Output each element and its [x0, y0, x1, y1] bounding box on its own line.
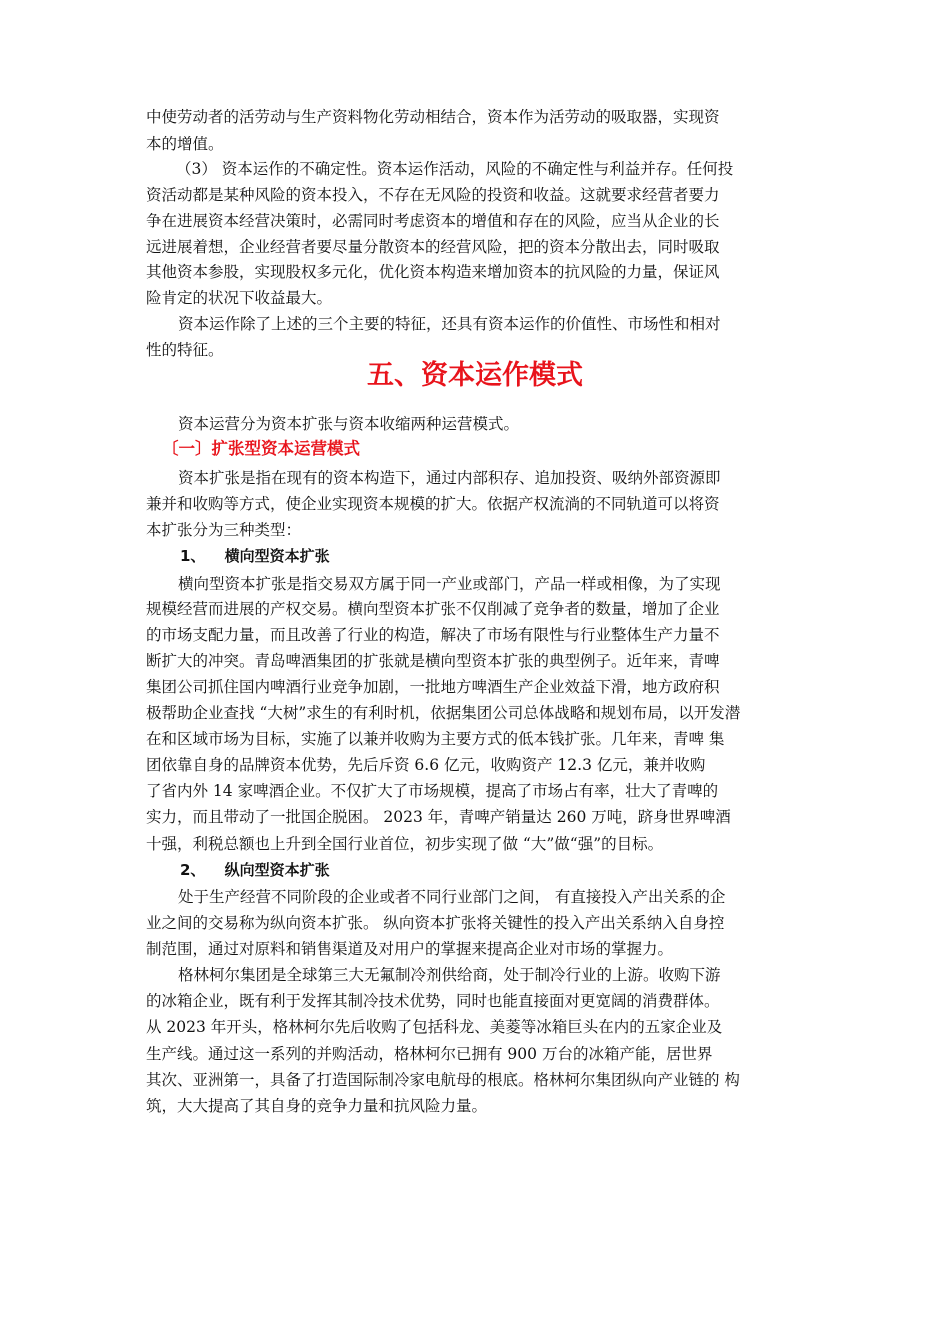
paragraph-line: 生产线。通过这一系列的并购活动，格林柯尔已拥有 900 万台的冰箱产能，居世界	[146, 1045, 713, 1063]
item-title: 纵向型资本扩张	[224, 861, 330, 879]
paragraph-line: 极帮助企业查找 “大树”求生的有利时机，依据集团公司总体战略和规划布局，以开发潜	[146, 704, 741, 722]
paragraph-line: 断扩大的冲突。青岛啤酒集团的扩张就是横向型资本扩张的典型例子。近年来，青啤	[146, 652, 720, 670]
paragraph-line: 中使劳动者的活劳动与生产资料物化劳动相结合，资本作为活劳动的吸取器，实现资	[146, 108, 720, 126]
paragraph-line: 险肯定的状况下收益最大。	[146, 289, 333, 307]
paragraph-line: 的冰箱企业，既有利于发挥其制冷技术优势，同时也能直接面对更宽阔的消费群体。	[146, 992, 720, 1010]
item-number: 1、	[180, 547, 206, 565]
paragraph-line: 团依靠自身的品牌资本优势，先后斥资 6.6 亿元，收购资产 12.3 亿元，兼并收购	[146, 756, 706, 774]
paragraph-line: 规模经营而进展的产权交易。横向型资本扩张不仅削减了竞争者的数量，增加了企业	[146, 600, 720, 618]
item-title: 横向型资本扩张	[224, 547, 330, 565]
paragraph-line: 其他资本参股，实现股权多元化，优化资本构造来增加资本的抗风险的力量，保证风	[146, 263, 720, 281]
paragraph-line: 十强，利税总额也上升到全国行业首位，初步实现了做 “大”做“强”的目标。	[146, 835, 664, 853]
paragraph-line: 性的特征。	[146, 341, 224, 359]
paragraph-line: 其次、亚洲第一，具备了打造国际制冷家电航母的根底。格林柯尔集团纵向产业链的 构	[146, 1071, 740, 1089]
paragraph-line: 了省内外 14 家啤酒企业。不仅扩大了市场规模，提高了市场占有率，壮大了青啤的	[146, 782, 719, 800]
paragraph-line: 兼并和收购等方式，使企业实现资本规模的扩大。依据产权流淌的不同轨道可以将资	[146, 495, 720, 513]
paragraph-line: 格林柯尔集团是全球第三大无氟制冷剂供给商，处于制冷行业的上游。收购下游	[178, 966, 721, 984]
paragraph-line: 资本扩张是指在现有的资本构造下，通过内部积存、追加投资、吸纳外部资源即	[178, 469, 721, 487]
paragraph-line: 争在进展资本经营决策时，必需同时考虑资本的增值和存在的风险，应当从企业的长	[146, 212, 720, 230]
paragraph-line: 远进展着想，企业经营者要尽量分散资本的经营风险，把的资本分散出去，同时吸取	[146, 238, 720, 256]
paragraph-line: 制范围，通过对原料和销售渠道及对用户的掌握来提高企业对市场的掌握力。	[146, 940, 674, 958]
subsection-heading: 〔一〕扩张型资本运营模式	[162, 439, 360, 458]
paragraph-line: 筑，大大提高了其自身的竞争力量和抗风险力量。	[146, 1097, 488, 1115]
paragraph-line: 处于生产经营不同阶段的企业或者不同行业部门之间， 有直接投入产出关系的企	[178, 888, 726, 906]
section-heading: 五、资本运作模式	[367, 360, 583, 391]
paragraph-line: （3） 资本运作的不确定性。资本运作活动，风险的不确定性与利益并存。任何投	[176, 160, 734, 178]
list-item-heading	[180, 859, 330, 881]
paragraph-line: 本的增值。	[146, 135, 224, 153]
intro-text: 资本运营分为资本扩张与资本收缩两种运营模式。	[178, 415, 520, 433]
paragraph-line: 业之间的交易称为纵向资本扩张。 纵向资本扩张将关键性的投入产出关系纳入自身控	[146, 914, 725, 932]
paragraph-line: 本扩张分为三种类型：	[146, 521, 302, 539]
item-number: 2、	[180, 861, 206, 879]
paragraph-line: 实力，而且带动了一批国企脱困。 2023 年，青啤产销量达 260 万吨，跻身世界啤酒	[146, 808, 731, 826]
paragraph-line: 集团公司抓住国内啤酒行业竞争加剧，一批地方啤酒生产企业效益下滑，地方政府积	[146, 678, 720, 696]
paragraph-line: 从 2023 年开头，格林柯尔先后收购了包括科龙、美菱等冰箱巨头在内的五家企业及	[146, 1018, 723, 1036]
list-item-heading	[180, 545, 330, 567]
paragraph-line: 的市场支配力量，而且改善了行业的构造，解决了市场有限性与行业整体生产力量不	[146, 626, 720, 644]
paragraph-line: 资活动都是某种风险的资本投入，不存在无风险的投资和收益。这就要求经营者要力	[146, 186, 720, 204]
paragraph-line: 横向型资本扩张是指交易双方属于同一产业或部门，产品一样或相像，为了实现	[178, 575, 721, 593]
paragraph-line: 在和区域市场为目标，实施了以兼并收购为主要方式的低本钱扩张。几年来，青啤 集	[146, 730, 725, 748]
paragraph-line: 资本运作除了上述的三个主要的特征，还具有资本运作的价值性、市场性和相对	[178, 315, 721, 333]
